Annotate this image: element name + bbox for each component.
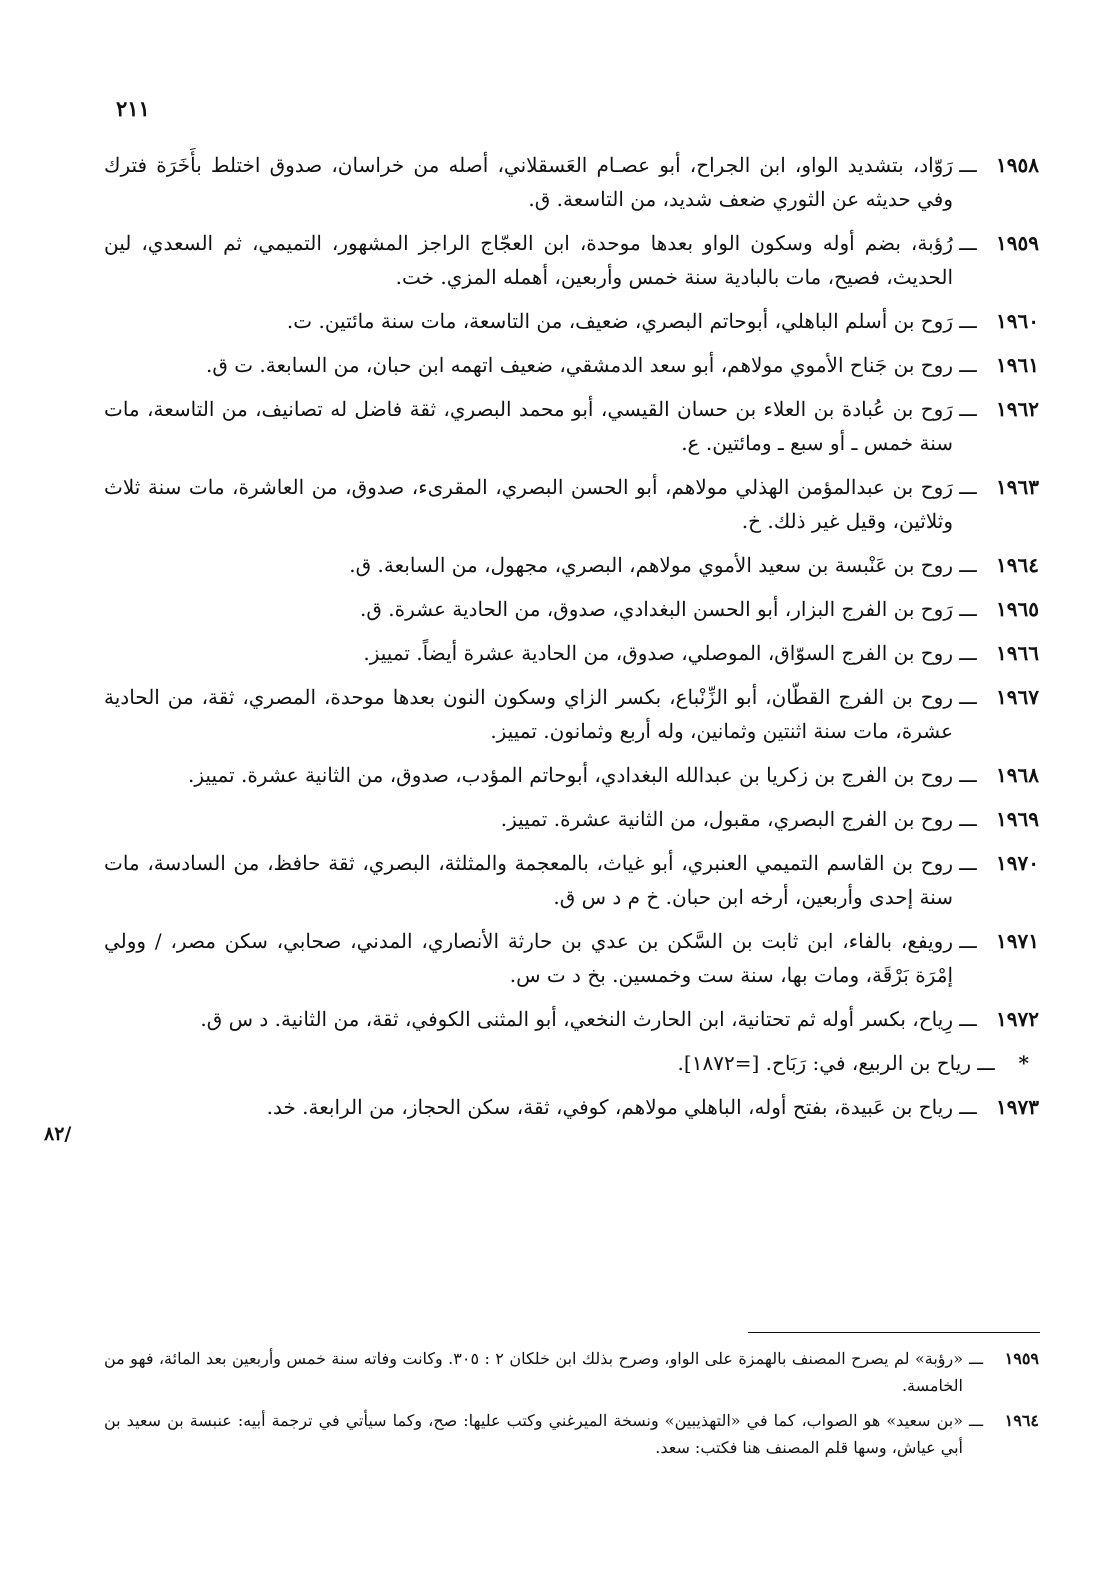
footnote-dash: ـــ [968, 1411, 984, 1430]
entry-1961 [104, 348, 1039, 382]
entry-text: رياح بن عَبيدة، بفتح أوله، الباهلي مولاهم، كوفي، ثقة، سكن الحجاز، من الرابعة. خد. [266, 1095, 953, 1119]
entry-text: روح بن الفرج البصري، مقبول، من الثانية عشرة. تمييز. [500, 807, 953, 831]
entry-1965 [104, 592, 1039, 626]
entry-dash: ـــ [959, 851, 977, 875]
entry-text: رِياح، بكسر أوله ثم تحتانية، ابن الحارث النخعي، أبو المثنى الكوفي، ثقة، من الثانية. د س ق. [200, 1007, 953, 1031]
entry-dash: ـــ [959, 309, 977, 333]
entry-1973 [104, 1090, 1039, 1124]
entry-1967 [104, 680, 1039, 748]
entry-text: روح بن الفرج القطّان، أبو الزِّنْباع، بكسر الزاي وسكون النون بعدها موحدة، المصري، ثقة، من الحادية عشرة، مات سنة اثنتين وثمانين، وله أربع وثمانون. تمييز. [104, 685, 953, 743]
entry-dash: ـــ [959, 641, 977, 665]
page-number: ٢١١ [116, 96, 150, 121]
footnote-text: «رؤبة» لم يصرح المصنف بالهمزة على الواو، وصرح بذلك ابن خلكان ٢ : ٣٠٥. وكانت وفاته سنة خمس وأربعين بعد المائة، فهو من الخامسة. [104, 1349, 964, 1395]
entry-1958 [104, 148, 1039, 216]
entry-dash: ـــ [959, 397, 977, 421]
entry-1960 [104, 304, 1039, 338]
entry-dash: ـــ [959, 231, 977, 255]
entry-1969 [104, 802, 1039, 836]
entry-number: ١٩٧٠ [996, 851, 1039, 875]
entry-text: روح بن الفرج السوّاق، الموصلي، صدوق، من الحادية عشرة أيضاً. تمييز. [363, 641, 953, 665]
entry-number: ١٩٦٢ [996, 397, 1039, 421]
entry-1970 [104, 846, 1039, 914]
entry-number: ١٩٥٩ [996, 231, 1039, 255]
entry-number: ١٩٦٣ [996, 475, 1039, 499]
entry-text: رَوح بن الفرج البزار، أبو الحسن البغدادي، صدوق، من الحادية عشرة. ق. [360, 597, 953, 621]
entry-dash: ـــ [959, 763, 977, 787]
biographical-entries [104, 148, 1039, 1134]
entry-dash: ـــ [959, 1095, 977, 1119]
entry-1962 [104, 392, 1039, 460]
footnote-number: ١٩٥٩ [1004, 1349, 1039, 1368]
entry-dash: ـــ [959, 685, 977, 709]
entry-dash: ـــ [959, 807, 977, 831]
entry-1971 [104, 924, 1039, 992]
entry-1963 [104, 470, 1039, 538]
entry-number: ١٩٦٧ [996, 685, 1039, 709]
entry-text: روح بن الفرج بن زكريا بن عبدالله البغدادي، أبوحاتم المؤدب، صدوق، من الثانية عشرة. تمييز. [188, 763, 953, 787]
entry-dash: ـــ [959, 353, 977, 377]
entry-text: روح بن القاسم التميمي العنبري، أبو غياث، بالمعجمة والمثلثة، البصري، ثقة حافظ، من السادسة، مات سنة إحدى وأربعين، أرخه ابن حبان. خ م د س ق. [104, 851, 953, 909]
entry-number: ١٩٦٥ [996, 597, 1039, 621]
entry-dash: ـــ [959, 929, 977, 953]
footnote-text: «بن سعيد» هو الصواب، كما في «التهذيبين» ونسخة الميرغني وكتب عليها: صح، وكما سيأتي في ترجمة أبيه: عنبسة بن سعيد بن أبي عياش، وسها قلم المصنف هنا فكتب: سعد. [104, 1411, 963, 1457]
entry-number: ١٩٧٢ [996, 1007, 1039, 1031]
margin-page-marker: /٨٢ [44, 1123, 72, 1145]
entry-number: ١٩٧١ [996, 929, 1039, 953]
footnote-dash: ـــ [968, 1349, 984, 1368]
entry-dash: ـــ [959, 1007, 977, 1031]
footnote-1959 [104, 1345, 1039, 1399]
entry-text: روح بن جَناح الأموي مولاهم، أبو سعد الدمشقي، ضعيف اتهمه ابن حبان، من السابعة. ت ق. [205, 353, 953, 377]
entry-1959 [104, 226, 1039, 294]
entry-1966 [104, 636, 1039, 670]
entry-text: رويفع، بالفاء، ابن ثابت بن السَّكن بن عدي بن حارثة الأنصاري، المدني، صحابي، سكن مصر، / وولي إمْرَة بَرْقَة، ومات بها، سنة ست وخمسين. بخ د ت س. [104, 929, 953, 987]
footnote-1964 [104, 1407, 1039, 1461]
entry-dash: ـــ [959, 153, 977, 177]
entry-number: ١٩٦١ [996, 353, 1039, 377]
entry-dash: ـــ [959, 597, 977, 621]
asterisk-marker: * [1018, 1051, 1029, 1075]
entry-number: ١٩٧٣ [996, 1095, 1039, 1119]
entry-dash: ـــ [977, 1051, 995, 1075]
footnotes [104, 1345, 1039, 1469]
entry-1968 [104, 758, 1039, 792]
entry-text: روح بن عَنْبسة بن سعيد الأموي مولاهم، البصري، مجهول، من السابعة. ق. [349, 553, 953, 577]
entry-dash: ـــ [959, 475, 977, 499]
entry-text: رُؤبة، بضم أوله وسكون الواو بعدها موحدة، ابن العجّاج الراجز المشهور، التميمي، ثم السعدي، لين الحديث، فصيح، مات بالبادية سنة خمس وأربعين، أهمله المزي. خت. [104, 231, 953, 289]
entry-number: ١٩٦٠ [996, 309, 1039, 333]
entry-number: ١٩٦٦ [996, 641, 1039, 665]
footnote-number: ١٩٦٤ [1004, 1411, 1039, 1430]
entry-number: ١٩٦٤ [996, 553, 1039, 577]
entry-text: رَوّاد، بتشديد الواو، ابن الجراح، أبو عصـام العَسقلاني، أصله من خراسان، صدوق اختلط بأَخَرَة فترك وفي حديثه عن الثوري ضعف شديد، من التاسعة. ق. [104, 153, 953, 211]
entry-text: رَوح بن أسلم الباهلي، أبوحاتم البصري، ضعيف، من التاسعة، مات سنة مائتين. ت. [286, 309, 953, 333]
entry-1964 [104, 548, 1039, 582]
entry-number: ١٩٦٩ [996, 807, 1039, 831]
entry-text: رَوح بن عُبادة بن العلاء بن حسان القيسي، أبو محمد البصري، ثقة فاضل له تصانيف، من التاسعة، مات سنة خمس ـ أو سبع ـ ومائتين. ع. [104, 397, 953, 455]
entry-1972 [104, 1002, 1039, 1036]
entry-cross-reference [104, 1046, 1039, 1080]
entry-number: ١٩٥٨ [996, 153, 1039, 177]
entry-dash: ـــ [959, 553, 977, 577]
entry-number: ١٩٦٨ [996, 763, 1039, 787]
entry-text: رَوح بن عبدالمؤمن الهذلي مولاهم، أبو الحسن البصري، المقرىء، صدوق، من العاشرة، مات سنة ثلاث وثلاثين، وقيل غير ذلك. خ. [104, 475, 953, 533]
footnote-divider [748, 1332, 1040, 1333]
entry-text: رياح بن الربيع، في: رَبَاح. [=١٨٧٢]. [677, 1051, 971, 1075]
